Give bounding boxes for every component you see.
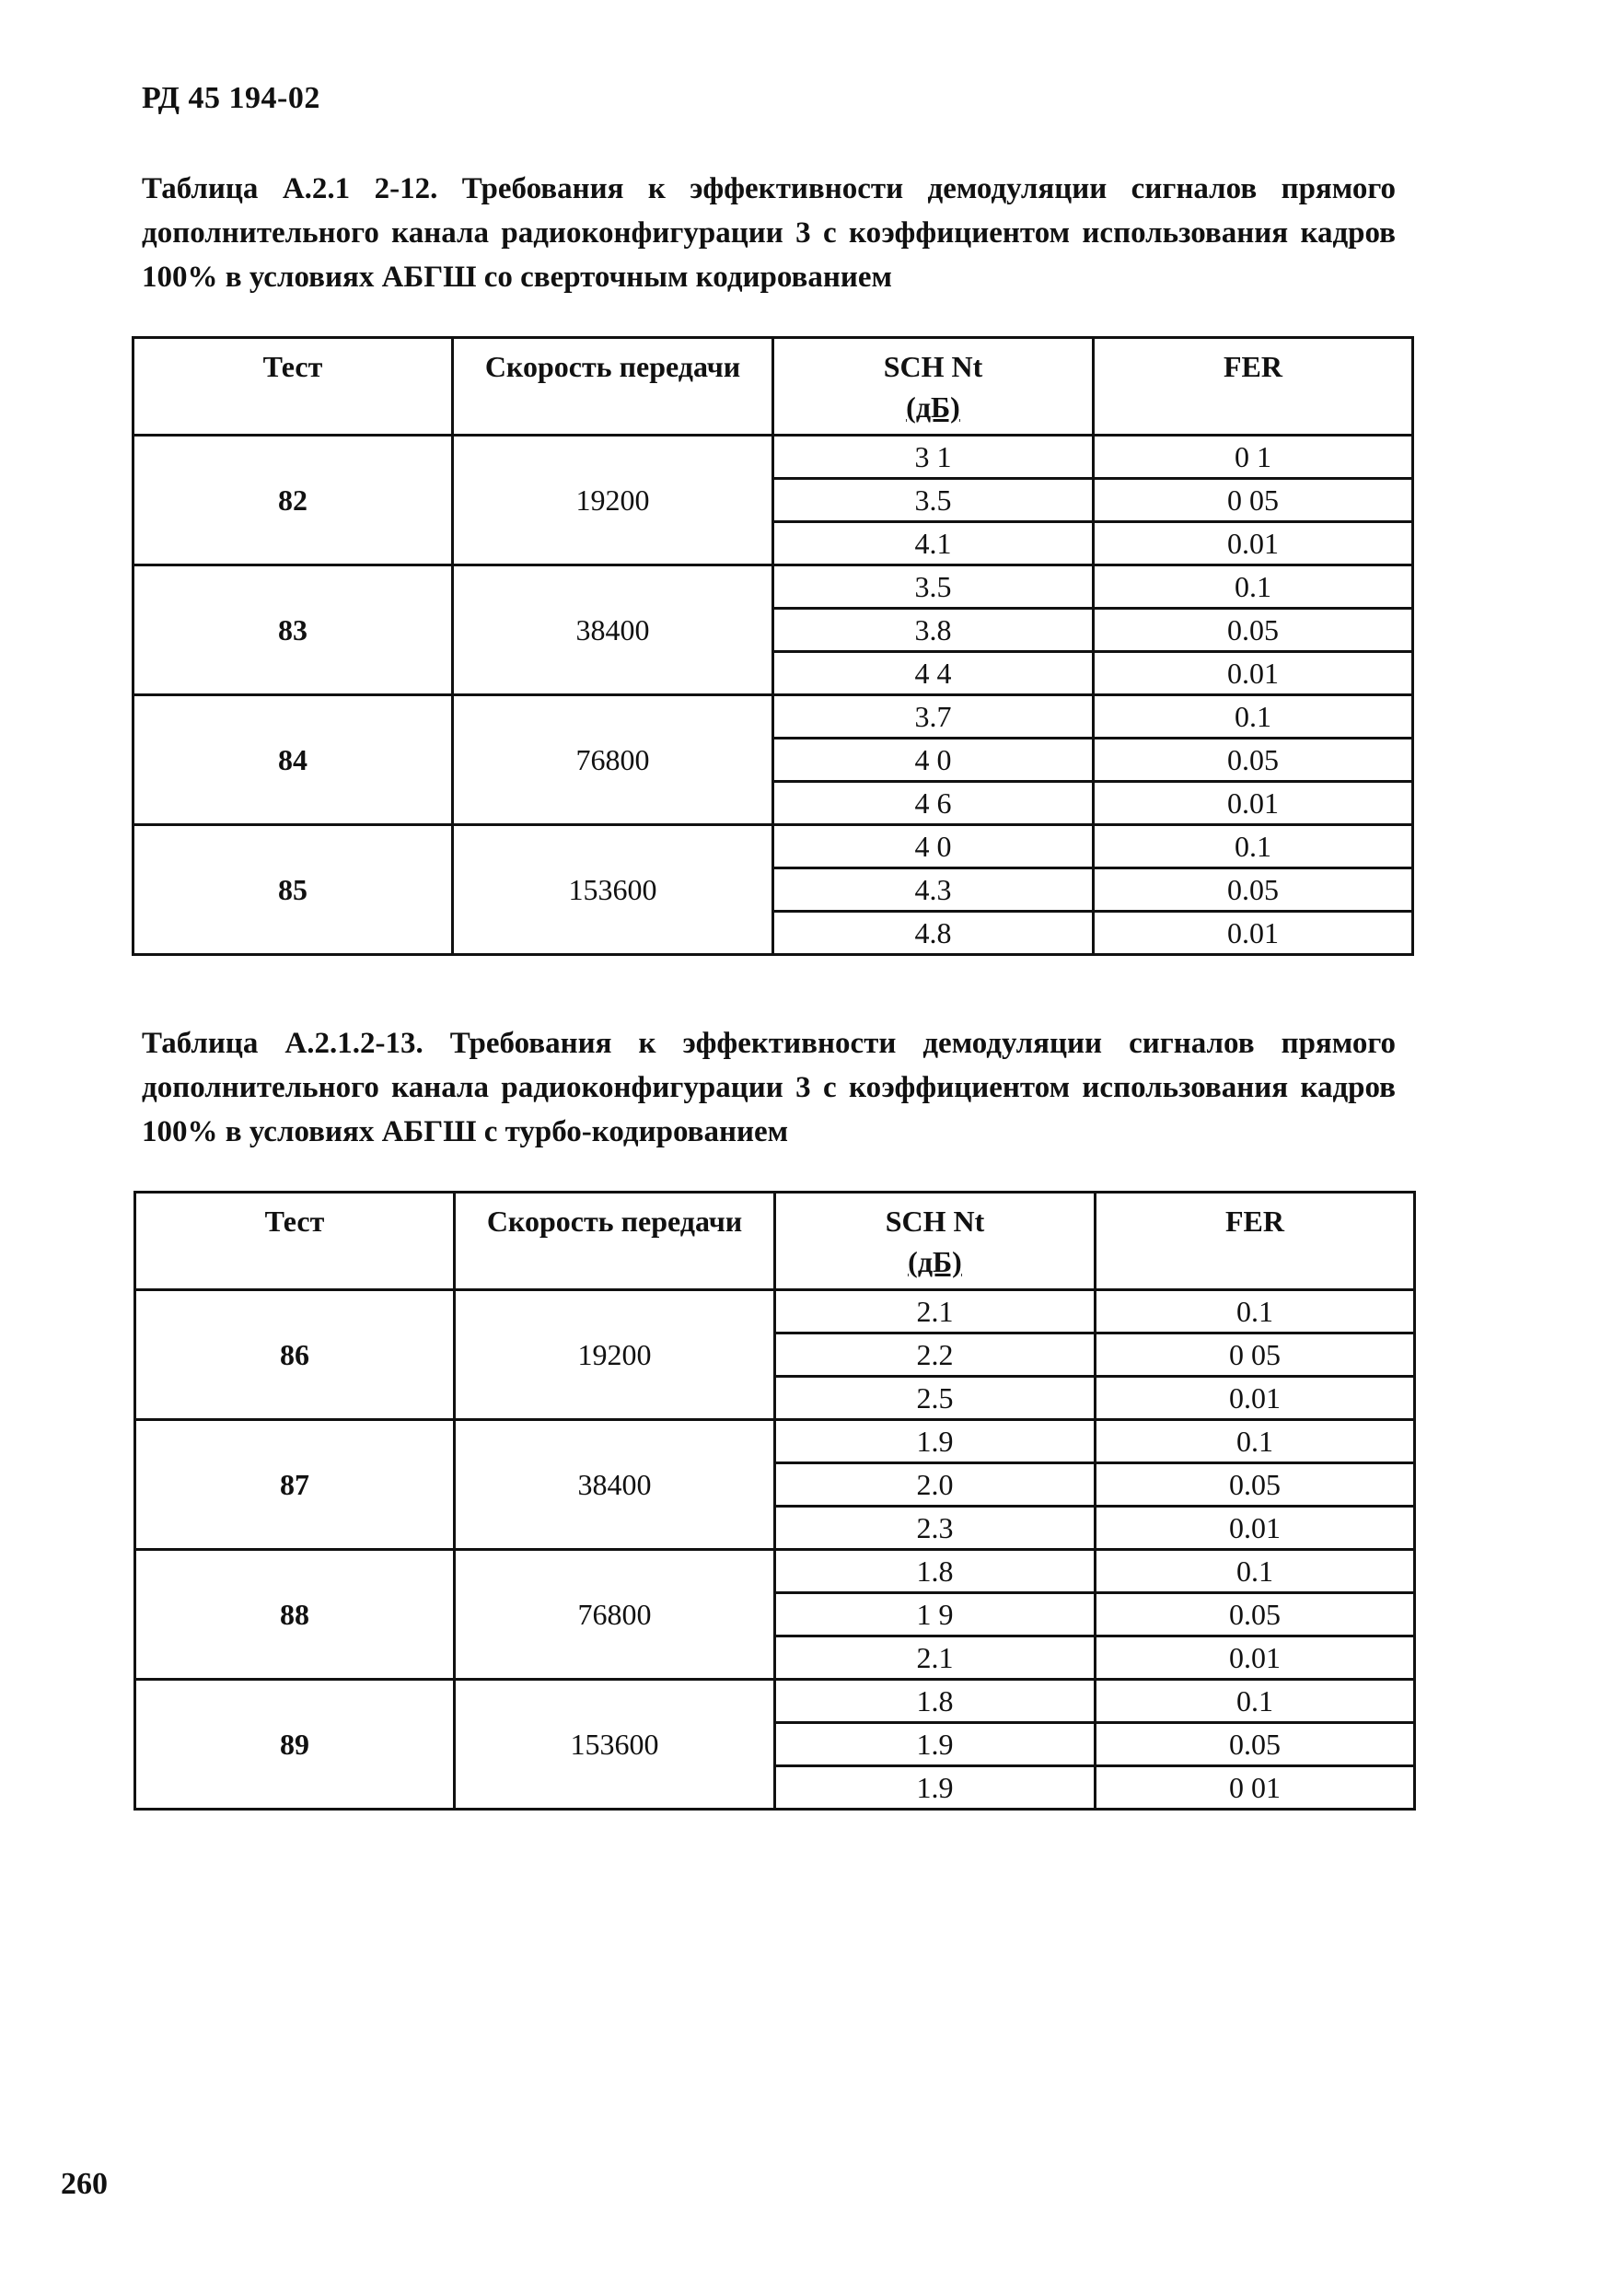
snr-cell: 2.1 [775, 1290, 1096, 1333]
column-header-snr-line2: (дБ) [906, 390, 960, 424]
snr-cell: 4 0 [773, 825, 1094, 868]
fer-cell: 0.1 [1096, 1290, 1415, 1333]
snr-cell: 4 4 [773, 652, 1094, 695]
requirements-table [132, 336, 1414, 956]
snr-cell: 1.8 [775, 1550, 1096, 1593]
snr-cell: 4 0 [773, 739, 1094, 782]
caption-line: Таблица А.2.1 2-12. Требования к эффективности демодуляции сигналов прямого [142, 172, 1396, 205]
table-row [135, 1550, 1415, 1593]
caption-line: 100% в условиях АБГШ с турбо-кодированием [142, 1115, 789, 1148]
data-rate-cell: 153600 [455, 1680, 775, 1810]
snr-cell: 4.8 [773, 912, 1094, 955]
document-code: РД 45 194-02 [142, 81, 320, 115]
fer-cell: 0.05 [1096, 1593, 1415, 1636]
column-header-rate: Скорость передачи [453, 338, 773, 436]
snr-cell: 2.0 [775, 1463, 1096, 1507]
fer-cell: 0 05 [1094, 479, 1413, 522]
caption-line: Таблица А.2.1.2-13. Требования к эффективности демодуляции сигналов прямого [142, 1027, 1396, 1060]
data-rate-cell: 38400 [453, 565, 773, 695]
table-row [133, 825, 1413, 868]
fer-cell: 0.05 [1094, 609, 1413, 652]
test-number-cell: 88 [135, 1550, 455, 1680]
fer-cell: 0.1 [1094, 825, 1413, 868]
fer-cell: 0.01 [1094, 912, 1413, 955]
caption-line: дополнительного канала радиоконфигурации 3 с коэффициентом использования кадров [142, 1071, 1396, 1104]
table-row [135, 1420, 1415, 1463]
column-header-snr-line1: SCH Nt [883, 350, 983, 383]
column-header-fer: FER [1096, 1193, 1415, 1290]
fer-cell: 0.01 [1096, 1636, 1415, 1680]
data-rate-cell: 19200 [453, 436, 773, 565]
table-row [135, 1680, 1415, 1723]
snr-cell: 2.3 [775, 1507, 1096, 1550]
table-caption [142, 1021, 1396, 1154]
column-header-test: Тест [133, 338, 453, 436]
data-rate-cell: 38400 [455, 1420, 775, 1550]
requirements-table [133, 1191, 1416, 1811]
snr-cell: 3 1 [773, 436, 1094, 479]
snr-cell: 1.9 [775, 1766, 1096, 1810]
snr-cell: 3.5 [773, 479, 1094, 522]
fer-cell: 0.05 [1096, 1463, 1415, 1507]
fer-cell: 0.01 [1094, 522, 1413, 565]
snr-cell: 1.8 [775, 1680, 1096, 1723]
column-header-snr [773, 338, 1094, 436]
column-header-snr-line2: (дБ) [908, 1245, 962, 1278]
table-row [133, 565, 1413, 609]
table-row [133, 695, 1413, 739]
column-header-snr [775, 1193, 1096, 1290]
fer-cell: 0.05 [1096, 1723, 1415, 1766]
snr-cell: 1.9 [775, 1420, 1096, 1463]
table-header-row [135, 1193, 1415, 1290]
test-number-cell: 82 [133, 436, 453, 565]
data-rate-cell: 76800 [455, 1550, 775, 1680]
table-header-row [133, 338, 1413, 436]
test-number-cell: 83 [133, 565, 453, 695]
test-number-cell: 84 [133, 695, 453, 825]
caption-line: 100% в условиях АБГШ со сверточным кодированием [142, 261, 893, 294]
data-rate-cell: 153600 [453, 825, 773, 955]
column-header-snr-line1: SCH Nt [885, 1205, 985, 1238]
fer-cell: 0 05 [1096, 1333, 1415, 1377]
fer-cell: 0.05 [1094, 739, 1413, 782]
snr-cell: 1.9 [775, 1723, 1096, 1766]
snr-cell: 2.2 [775, 1333, 1096, 1377]
fer-cell: 0.1 [1094, 565, 1413, 609]
data-rate-cell: 19200 [455, 1290, 775, 1420]
snr-cell: 4 6 [773, 782, 1094, 825]
snr-cell: 2.5 [775, 1377, 1096, 1420]
snr-cell: 2.1 [775, 1636, 1096, 1680]
fer-cell: 0.01 [1096, 1377, 1415, 1420]
fer-cell: 0.01 [1096, 1507, 1415, 1550]
snr-cell: 3.5 [773, 565, 1094, 609]
fer-cell: 0 01 [1096, 1766, 1415, 1810]
column-header-rate: Скорость передачи [455, 1193, 775, 1290]
table-row [133, 436, 1413, 479]
page-number: 260 [61, 2167, 108, 2201]
snr-cell: 3.7 [773, 695, 1094, 739]
table-row [135, 1290, 1415, 1333]
fer-cell: 0.1 [1096, 1420, 1415, 1463]
fer-cell: 0.1 [1096, 1680, 1415, 1723]
fer-cell: 0 1 [1094, 436, 1413, 479]
snr-cell: 1 9 [775, 1593, 1096, 1636]
column-header-fer: FER [1094, 338, 1413, 436]
caption-line: дополнительного канала радиоконфигурации 3 с коэффициентом использования кадров [142, 216, 1396, 250]
snr-cell: 3.8 [773, 609, 1094, 652]
fer-cell: 0.05 [1094, 868, 1413, 912]
table-caption [142, 167, 1396, 299]
snr-cell: 4.1 [773, 522, 1094, 565]
fer-cell: 0.1 [1096, 1550, 1415, 1593]
column-header-test: Тест [135, 1193, 455, 1290]
fer-cell: 0.01 [1094, 652, 1413, 695]
test-number-cell: 86 [135, 1290, 455, 1420]
fer-cell: 0.1 [1094, 695, 1413, 739]
data-rate-cell: 76800 [453, 695, 773, 825]
test-number-cell: 87 [135, 1420, 455, 1550]
test-number-cell: 85 [133, 825, 453, 955]
fer-cell: 0.01 [1094, 782, 1413, 825]
test-number-cell: 89 [135, 1680, 455, 1810]
snr-cell: 4.3 [773, 868, 1094, 912]
